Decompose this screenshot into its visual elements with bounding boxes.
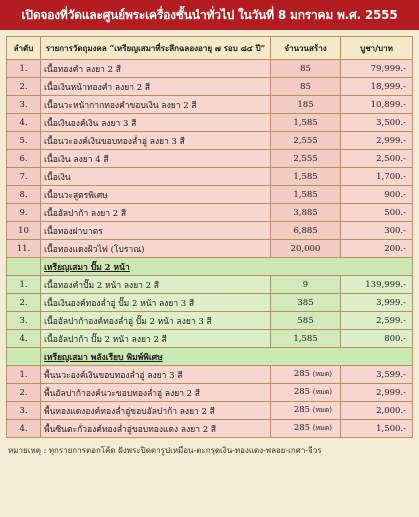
row-qty: 85: [271, 60, 341, 78]
row-item: พื้นซินตะกั่วองค์ทองล่ำอู่ขอบทองแดง ลงยา 2 สี: [41, 420, 271, 438]
row-price: 2,599.-: [341, 312, 413, 330]
row-item: เนื้อทองคำ ลงยา 2 สี: [41, 60, 271, 78]
row-price: 500.-: [341, 204, 413, 222]
table-row: [7, 186, 413, 204]
row-number: 5.: [7, 132, 41, 150]
row-item: เนื้ออัลปาก้า ปั๊ม 2 หน้า ลงยา 2 สี: [41, 330, 271, 348]
price-sheet: [6, 36, 412, 463]
table-row: [7, 330, 413, 348]
table-row: [7, 366, 413, 384]
row-item: เนื้อเงินองค์เงิน ลงยา 3 สี: [41, 114, 271, 132]
row-qty: 85: [271, 78, 341, 96]
row-item: พื้นทองแดงองค์ทองล่ำอู่ขอบอัลปาก้า ลงยา 2 สี: [41, 402, 271, 420]
row-number: 2.: [7, 294, 41, 312]
row-number: 1.: [7, 276, 41, 294]
row-number: 9.: [7, 204, 41, 222]
row-qty: 1,585: [271, 186, 341, 204]
row-qty: 2,555: [271, 150, 341, 168]
row-item: เนื้อทองฝาบาตร: [41, 222, 271, 240]
table-row: [7, 60, 413, 78]
col-header-no: ลำดับ: [7, 37, 41, 60]
row-price: 3,500.-: [341, 114, 413, 132]
row-qty: 20,000: [271, 240, 341, 258]
row-qty-value: 285: [293, 387, 311, 397]
col-header-price: บูชา/บาท: [341, 37, 413, 60]
sold-out-label: (หมด): [312, 424, 332, 432]
section1-body: [7, 60, 413, 258]
row-number: 4.: [7, 114, 41, 132]
row-qty: [271, 402, 341, 420]
table-row: [7, 114, 413, 132]
row-price: 2,999.-: [341, 384, 413, 402]
table-row: [7, 204, 413, 222]
row-item: เนื้อนวะองค์เงินขอบทองล่ำอู่ ลงยา 3 สี: [41, 132, 271, 150]
sold-out-label: (หมด): [312, 388, 332, 396]
table-row: [7, 294, 413, 312]
table-row: [7, 96, 413, 114]
table-row: [7, 312, 413, 330]
row-qty: 3,885: [271, 204, 341, 222]
row-qty: 1,585: [271, 168, 341, 186]
table-header-row: [7, 37, 413, 60]
table-row: [7, 402, 413, 420]
col-header-item: รายการวัตถุมงคล “เหรียญเสมาที่ระลึกฉลองอายุ ๗ รอบ ๘๔ ปี”: [41, 37, 271, 60]
row-item: เนื้อนวะสูตรพิเศษ: [41, 186, 271, 204]
col-header-qty: จำนวนสร้าง: [271, 37, 341, 60]
row-qty: 6,885: [271, 222, 341, 240]
table-row: [7, 420, 413, 438]
section3-heading: [7, 348, 413, 366]
row-qty-value: 285: [293, 369, 311, 379]
row-price: 800.-: [341, 330, 413, 348]
section2-body: [7, 276, 413, 348]
row-qty: 585: [271, 312, 341, 330]
row-price: 3,599.-: [341, 366, 413, 384]
row-price: 200.-: [341, 240, 413, 258]
row-price: 2,000.-: [341, 402, 413, 420]
row-price: 79,999.-: [341, 60, 413, 78]
sold-out-label: (หมด): [312, 370, 332, 378]
row-qty: 1,585: [271, 330, 341, 348]
table-row: [7, 78, 413, 96]
row-number: 3.: [7, 96, 41, 114]
row-price: 139,999.-: [341, 276, 413, 294]
row-item: เนื้อเงินองค์ทองล่ำอู่ ปั๊ม 2 หน้า ลงยา 3 สี: [41, 294, 271, 312]
row-price: 300.-: [341, 222, 413, 240]
table-row: [7, 168, 413, 186]
table-row: [7, 240, 413, 258]
table-row: [7, 276, 413, 294]
row-number: 1.: [7, 366, 41, 384]
row-item: เนื้ออัลปาก้าองค์ทองล่ำอู่ ปั๊ม 2 หน้า ลงยา 3 สี: [41, 312, 271, 330]
row-item: เนื้อนวะหน้ากากทองคำขอบเงิน ลงยา 2 สี: [41, 96, 271, 114]
row-qty-value: 285: [293, 405, 311, 415]
row-number: 6.: [7, 150, 41, 168]
row-qty: [271, 366, 341, 384]
row-qty: 9: [271, 276, 341, 294]
page-header: เปิดจองที่วัดและศูนย์พระเครื่องชั้นนำทั่วไป ในวันที่ 8 มกราคม พ.ศ. 2555: [0, 0, 419, 30]
row-number: 7.: [7, 168, 41, 186]
row-qty: [271, 420, 341, 438]
row-item: พื้นนวะองค์เงินขอบทองล่ำอู่ ลงยา 3 สี: [41, 366, 271, 384]
row-item: พื้นอัลปาก้าองค์นวะขอบทองล่ำอู่ ลงยา 2 สี: [41, 384, 271, 402]
row-price: 1,500.-: [341, 420, 413, 438]
row-number: 10: [7, 222, 41, 240]
section3-title: เหรียญเสมา พลังเรียบ พิมพ์พิเศษ: [44, 352, 163, 363]
row-qty: 385: [271, 294, 341, 312]
section3-body: [7, 366, 413, 438]
row-price: 2,500.-: [341, 150, 413, 168]
row-number: 4.: [7, 420, 41, 438]
table-row: [7, 132, 413, 150]
row-item: เนื้อทองคำปั๊ม 2 หน้า ลงยา 2 สี: [41, 276, 271, 294]
row-number: 2.: [7, 78, 41, 96]
footnote: หมายเหตุ : ทุกรายการตอกโค้ด ฝังพระปิดตารูปเหมือน-ตะกรุดเงิน-ทองแดง-พลอย-เกศา-จีวร: [8, 446, 322, 455]
row-price: 2,999.-: [341, 132, 413, 150]
row-item: เนื้อทองแดงผิวไฟ (โบราณ): [41, 240, 271, 258]
row-item: เนื้ออัลปาก้า ลงยา 2 สี: [41, 204, 271, 222]
row-number: 2.: [7, 384, 41, 402]
row-number: 4.: [7, 330, 41, 348]
table-row: [7, 222, 413, 240]
row-number: 3.: [7, 402, 41, 420]
row-qty: 1,585: [271, 114, 341, 132]
row-price: 10,899.-: [341, 96, 413, 114]
row-number: 8.: [7, 186, 41, 204]
row-item: เนื้อเงิน: [41, 168, 271, 186]
sold-out-label: (หมด): [312, 406, 332, 414]
section2-heading: [7, 258, 413, 276]
row-qty: 185: [271, 96, 341, 114]
table-row: [7, 150, 413, 168]
section2-title: เหรียญเสมา ปั๊ม 2 หน้า: [44, 262, 130, 273]
row-qty: 2,555: [271, 132, 341, 150]
row-item: เนื้อเงินหน้าทองคำ ลงยา 2 สี: [41, 78, 271, 96]
row-price: 18,999.-: [341, 78, 413, 96]
row-item: เนื้อเงิน ลงยา 4 สี: [41, 150, 271, 168]
price-table: [6, 36, 413, 438]
row-price: 900.-: [341, 186, 413, 204]
table-row: [7, 384, 413, 402]
row-qty: [271, 384, 341, 402]
row-number: 1.: [7, 60, 41, 78]
row-price: 1,700.-: [341, 168, 413, 186]
row-price: 3,999.-: [341, 294, 413, 312]
row-qty-value: 285: [293, 423, 311, 433]
row-number: 11.: [7, 240, 41, 258]
row-number: 3.: [7, 312, 41, 330]
